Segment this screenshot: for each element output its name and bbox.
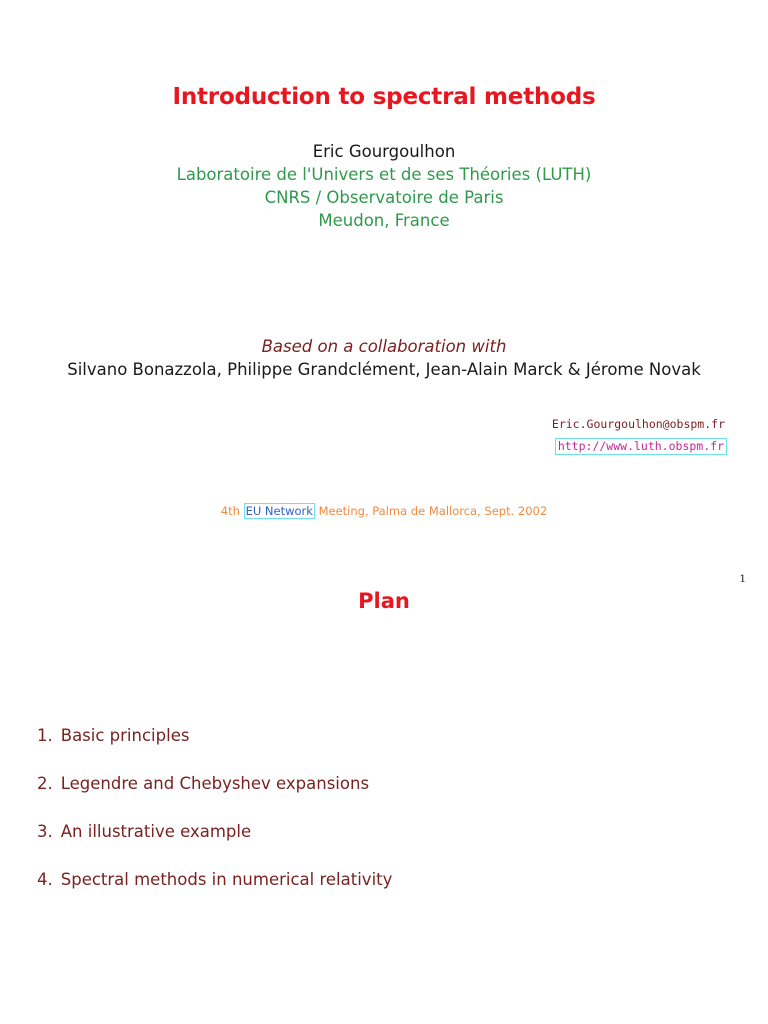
page-number: 1: [739, 573, 746, 585]
eu-network-link[interactable]: EU Network: [245, 504, 313, 518]
meeting-prefix: 4th: [220, 504, 244, 518]
slide-title: Introduction to spectral methods: [172, 84, 596, 110]
plan-item: [37, 774, 392, 822]
plan-list: [37, 726, 392, 918]
collaboration-intro: Based on a collaboration with: [261, 337, 507, 356]
plan-item: [37, 870, 392, 918]
meeting-suffix: Meeting, Palma de Mallorca, Sept. 2002: [314, 504, 548, 518]
author-email: Eric.Gourgoulhon@obspm.fr: [551, 417, 725, 431]
plan-item: [37, 726, 392, 774]
plan-item-text: Spectral methods in numerical relativity: [60, 870, 393, 889]
plan-item-text: Basic principles: [60, 726, 190, 745]
website-link[interactable]: http://www.luth.obspm.fr: [555, 438, 727, 455]
collaborator-list: Silvano Bonazzola, Philippe Grandclément, Jean-Alain Marck & Jérome Novak: [67, 360, 701, 379]
plan-item-text: An illustrative example: [60, 822, 252, 841]
affiliation-line-1: Laboratoire de l'Univers et de ses Théories (LUTH): [176, 165, 592, 184]
plan-item-number: 4.: [37, 870, 53, 889]
plan-item-number: 1.: [37, 726, 53, 745]
author-name: Eric Gourgoulhon: [312, 142, 456, 161]
plan-item-number: 3.: [37, 822, 53, 841]
affiliation-line-3: Meudon, France: [318, 211, 450, 230]
plan-title: Plan: [358, 589, 410, 613]
plan-item: [37, 822, 392, 870]
plan-item-number: 2.: [37, 774, 53, 793]
meeting-info: [0, 504, 768, 518]
affiliation-line-2: CNRS / Observatoire de Paris: [264, 188, 504, 207]
plan-item-text: Legendre and Chebyshev expansions: [60, 774, 370, 793]
